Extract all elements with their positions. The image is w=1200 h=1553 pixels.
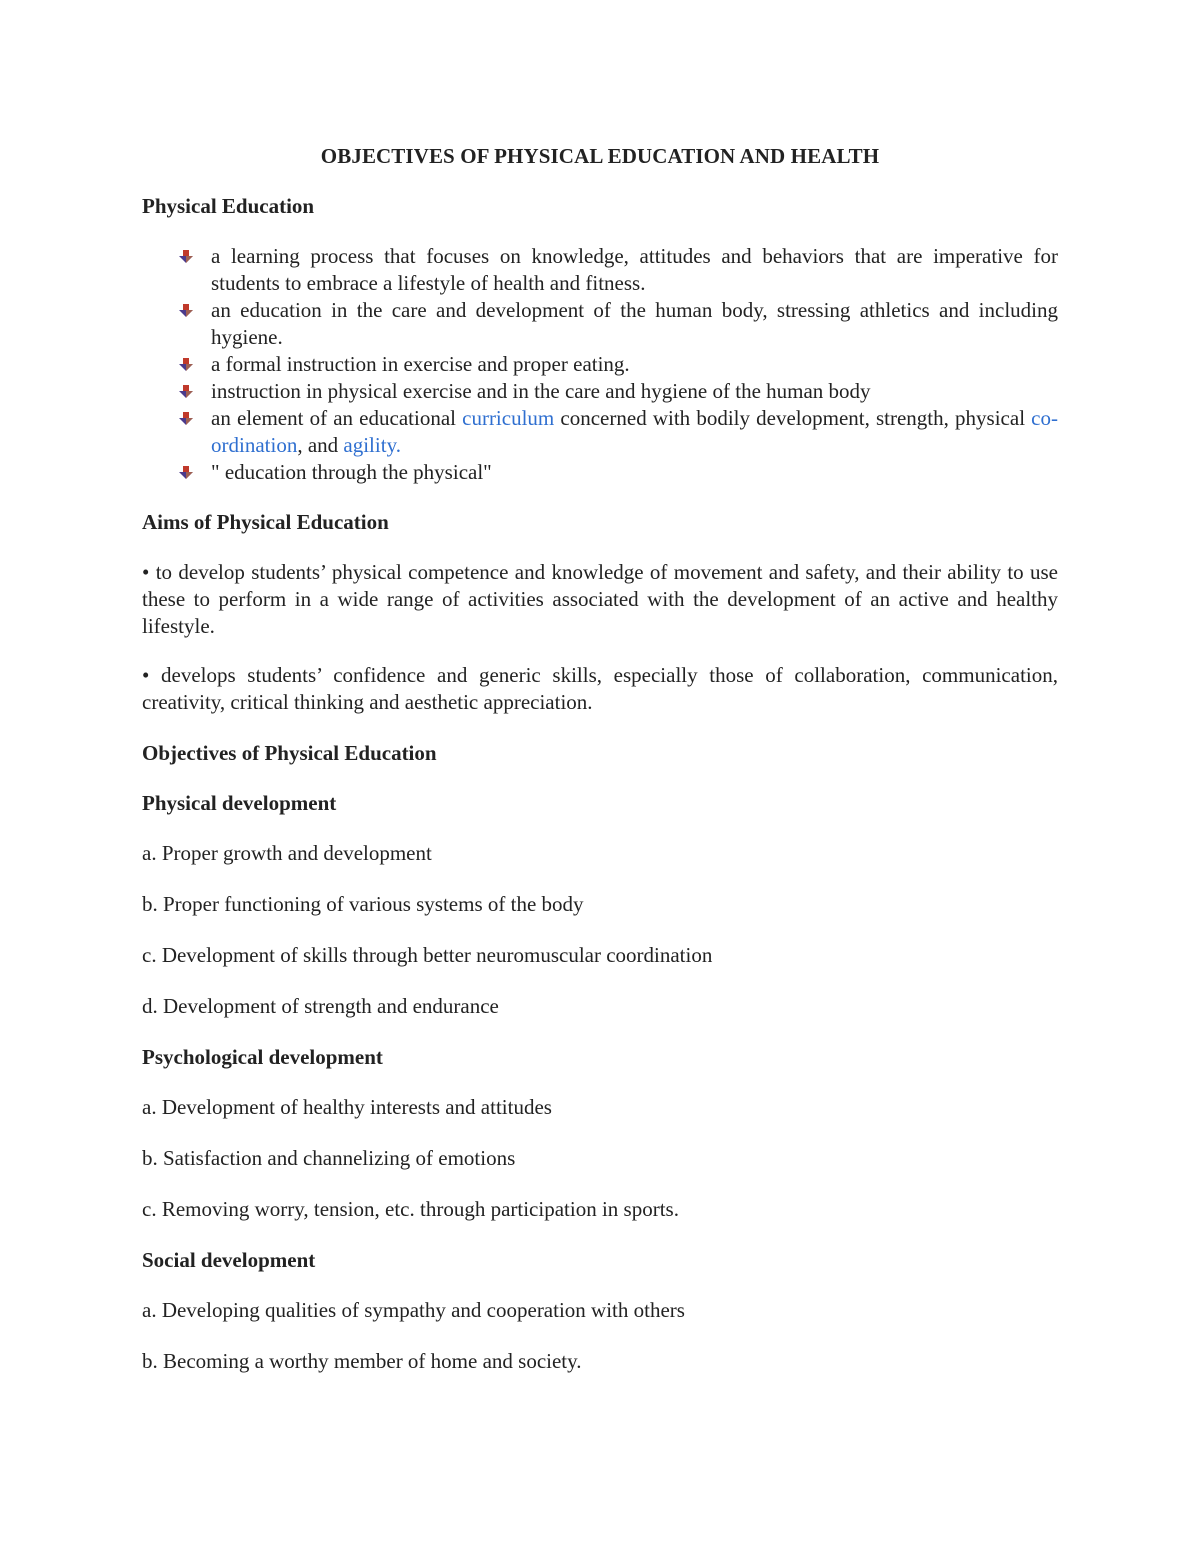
section-heading-social-development: Social development xyxy=(142,1248,316,1272)
arrow-down-bullet-icon xyxy=(178,412,194,426)
link-period: . xyxy=(395,433,401,457)
document-title: OBJECTIVES OF PHYSICAL EDUCATION AND HEALTH xyxy=(320,144,880,168)
section-heading-physical-education: Physical Education xyxy=(142,194,315,218)
list-item: c. Development of skills through better neuromuscular coordination xyxy=(142,943,713,967)
list-item xyxy=(142,378,1058,405)
definition-list xyxy=(142,243,1058,486)
list-item: b. Becoming a worthy member of home and society. xyxy=(142,1349,582,1373)
list-item: b. Proper functioning of various systems of the body xyxy=(142,892,584,916)
list-item-text: a learning process that focuses on knowledge, attitudes and behaviors that are imperative for students to embrace a lifestyle of health and fitness. xyxy=(211,244,1058,295)
list-item: b. Satisfaction and channelizing of emotions xyxy=(142,1146,516,1170)
list-item xyxy=(142,405,1058,459)
document-page xyxy=(142,143,1058,1399)
list-item: c. Removing worry, tension, etc. through participation in sports. xyxy=(142,1197,679,1221)
arrow-down-bullet-icon xyxy=(178,304,194,318)
list-item-text: a formal instruction in exercise and proper eating. xyxy=(211,352,630,376)
aims-paragraph: • develops students’ confidence and generic skills, especially those of collaboration, communication, creativity, critical thinking and aesthetic appreciation. xyxy=(142,663,1058,714)
curriculum-link[interactable]: curriculum xyxy=(462,406,555,430)
list-item xyxy=(142,243,1058,297)
co-ordination-link[interactable]: co-ordination xyxy=(211,406,1058,457)
list-item: a. Proper growth and development xyxy=(142,841,432,865)
list-item-text: an element of an educational xyxy=(211,406,463,430)
aims-paragraph: • to develop students’ physical competence and knowledge of movement and safety, and their ability to use these to perform in a wide range of activities associated with the development of an active and healthy lifestyle. xyxy=(142,560,1058,638)
list-item: a. Development of healthy interests and attitudes xyxy=(142,1095,552,1119)
list-item xyxy=(142,351,1058,378)
list-item xyxy=(142,459,1058,486)
section-heading-physical-development: Physical development xyxy=(142,791,337,815)
arrow-down-bullet-icon xyxy=(178,250,194,264)
list-item: a. Developing qualities of sympathy and cooperation with others xyxy=(142,1298,685,1322)
list-item-text: instruction in physical exercise and in the care and hygiene of the human body xyxy=(211,379,871,403)
arrow-down-bullet-icon xyxy=(178,466,194,480)
list-item-text: an education in the care and development of the human body, stressing athletics and including hygiene. xyxy=(211,298,1058,349)
section-heading-objectives: Objectives of Physical Education xyxy=(142,741,437,765)
section-heading-aims: Aims of Physical Education xyxy=(142,510,389,534)
list-item xyxy=(142,297,1058,351)
arrow-down-bullet-icon xyxy=(178,385,194,399)
arrow-down-bullet-icon xyxy=(178,358,194,372)
agility-link[interactable]: agility xyxy=(343,433,396,457)
list-item-text: concerned with bodily development, strength, physical xyxy=(554,406,1032,430)
section-heading-psychological-development: Psychological development xyxy=(142,1045,383,1069)
list-item-text: " education through the physical" xyxy=(211,460,492,484)
list-item: d. Development of strength and endurance xyxy=(142,994,499,1018)
list-item-text: , and xyxy=(297,433,344,457)
